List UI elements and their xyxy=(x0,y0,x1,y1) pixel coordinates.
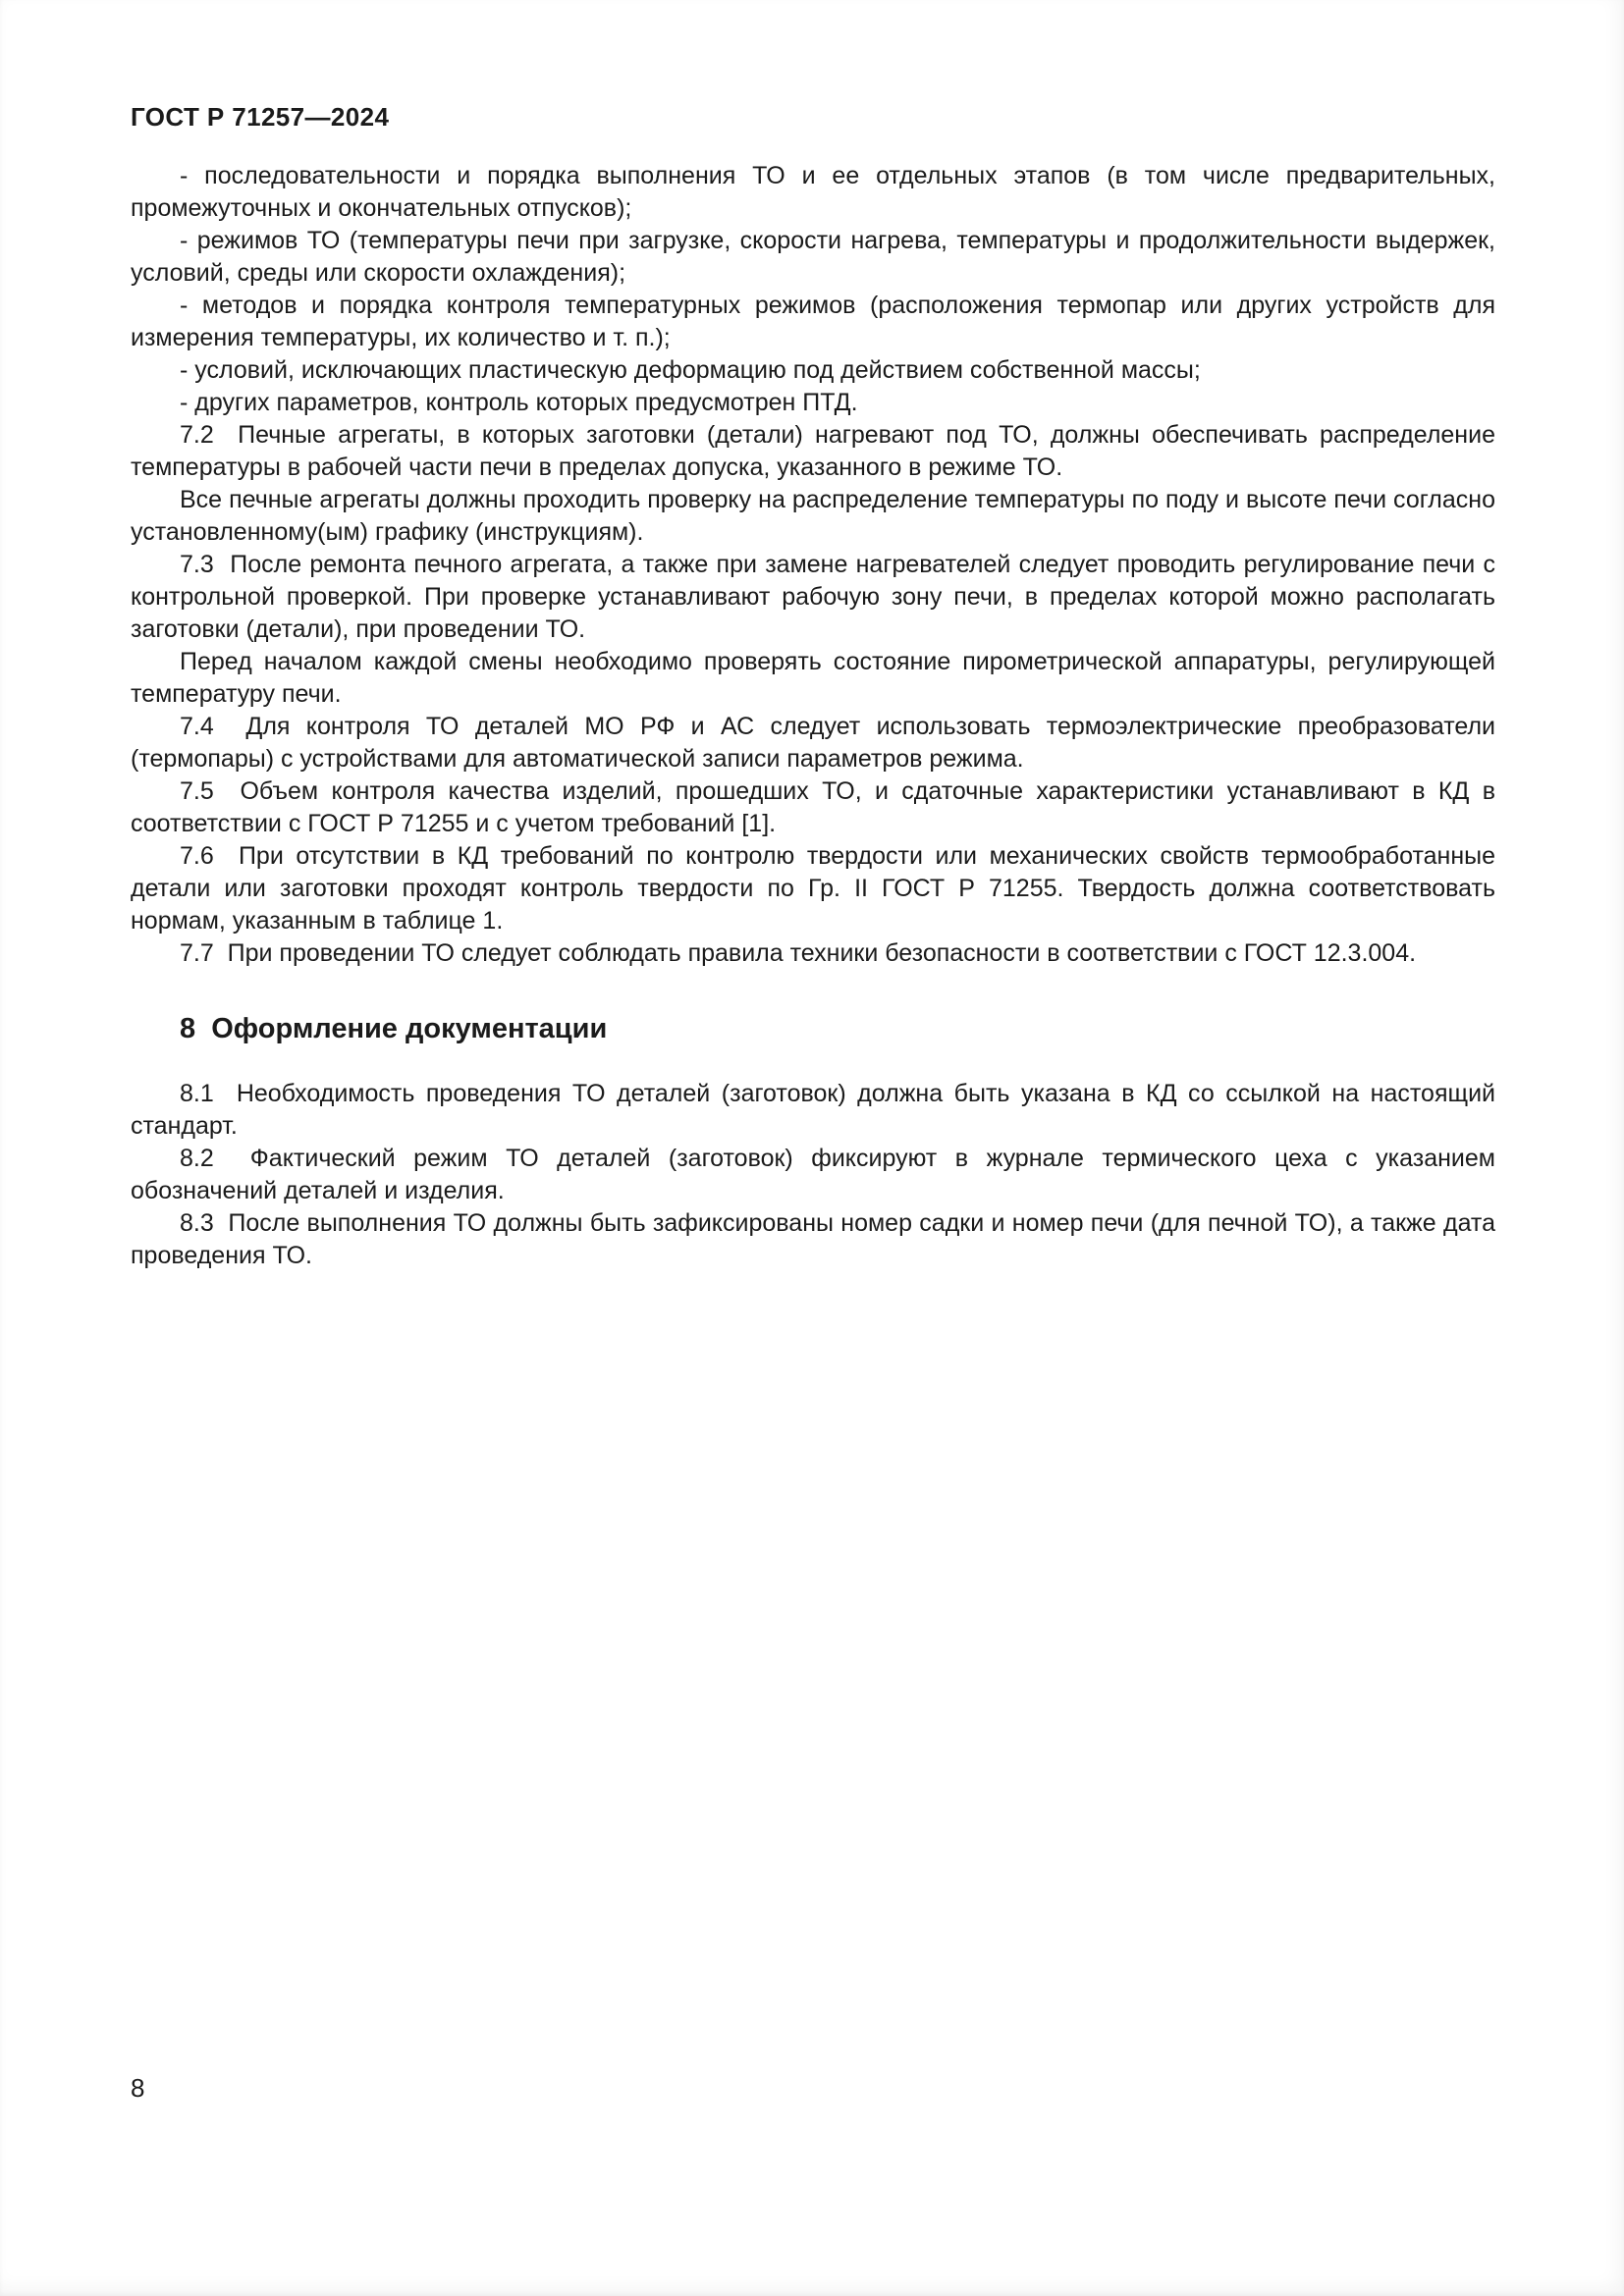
paragraph-7-4: 7.4 Для контроля ТО деталей МО РФ и АС следует использовать термоэлектрические преобразователи (термопары) с устройствами для автоматической записи параметров режима. xyxy=(131,713,1495,773)
paragraph-7-3: 7.3 После ремонта печного агрегата, а также при замене нагревателей следует проводить регулирование печи с контрольной проверкой. При проверке устанавливают рабочую зону печи, в пределах которой можно располагать заготовки (детали), при проведении ТО. xyxy=(131,551,1495,643)
paragraph-7-2-cont: Все печные агрегаты должны проходить проверку на распределение температуры по поду и высоте печи согласно установленному(ым) графику (инструкциям). xyxy=(131,486,1495,546)
list-item-dash: - последовательности и порядка выполнения ТО и ее отдельных этапов (в том числе предварительных, промежуточных и окончательных отпусков); xyxy=(131,162,1495,222)
list-item-dash: - других параметров, контроль которых предусмотрен ПТД. xyxy=(180,389,858,416)
paragraph-7-6: 7.6 При отсутствии в КД требований по контролю твердости или механических свойств термообработанные детали или заготовки проходят контроль твердости по Гр. II ГОСТ Р 71255. Твердость должна соответствовать нормам, указанным в таблице 1. xyxy=(131,842,1495,934)
paragraph-8-3: 8.3 После выполнения ТО должны быть зафиксированы номер садки и номер печи (для печной ТО), а также дата проведения ТО. xyxy=(131,1209,1495,1269)
list-item-dash: - режимов ТО (температуры печи при загрузке, скорости нагрева, температуры и продолжительности выдержек, условий, среды или скорости охлаждения); xyxy=(131,227,1495,287)
section-8-heading: 8 Оформление документации xyxy=(180,1013,608,1044)
paragraph-7-7: 7.7 При проведении ТО следует соблюдать правила техники безопасности в соответствии с ГОСТ 12.3.004. xyxy=(180,939,1417,967)
page-number: 8 xyxy=(131,2073,145,2103)
document-content xyxy=(131,160,1495,1272)
paragraph-7-3-cont: Перед началом каждой смены необходимо проверять состояние пирометрической аппаратуры, регулирующей температуру печи. xyxy=(131,648,1495,708)
list-item-dash: - условий, исключающих пластическую деформацию под действием собственной массы; xyxy=(180,356,1201,384)
paragraph-7-5: 7.5 Объем контроля качества изделий, прошедших ТО, и сдаточные характеристики устанавливают в КД в соответствии с ГОСТ Р 71255 и с учетом требований [1]. xyxy=(131,777,1495,837)
list-item-dash: - методов и порядка контроля температурных режимов (расположения термопар или других устройств для измерения температуры, их количество и т. п.); xyxy=(131,292,1495,351)
paragraph-8-2: 8.2 Фактический режим ТО деталей (заготовок) фиксируют в журнале термического цеха с указанием обозначений деталей и изделия. xyxy=(131,1145,1495,1204)
paragraph-8-1: 8.1 Необходимость проведения ТО деталей (заготовок) должна быть указана в КД со ссылкой на настоящий стандарт. xyxy=(131,1080,1495,1140)
doc-code-header: ГОСТ Р 71257—2024 xyxy=(131,102,390,132)
paragraph-7-2: 7.2 Печные агрегаты, в которых заготовки (детали) нагревают под ТО, должны обеспечивать распределение температуры в рабочей части печи в пределах допуска, указанного в режиме ТО. xyxy=(131,421,1495,481)
